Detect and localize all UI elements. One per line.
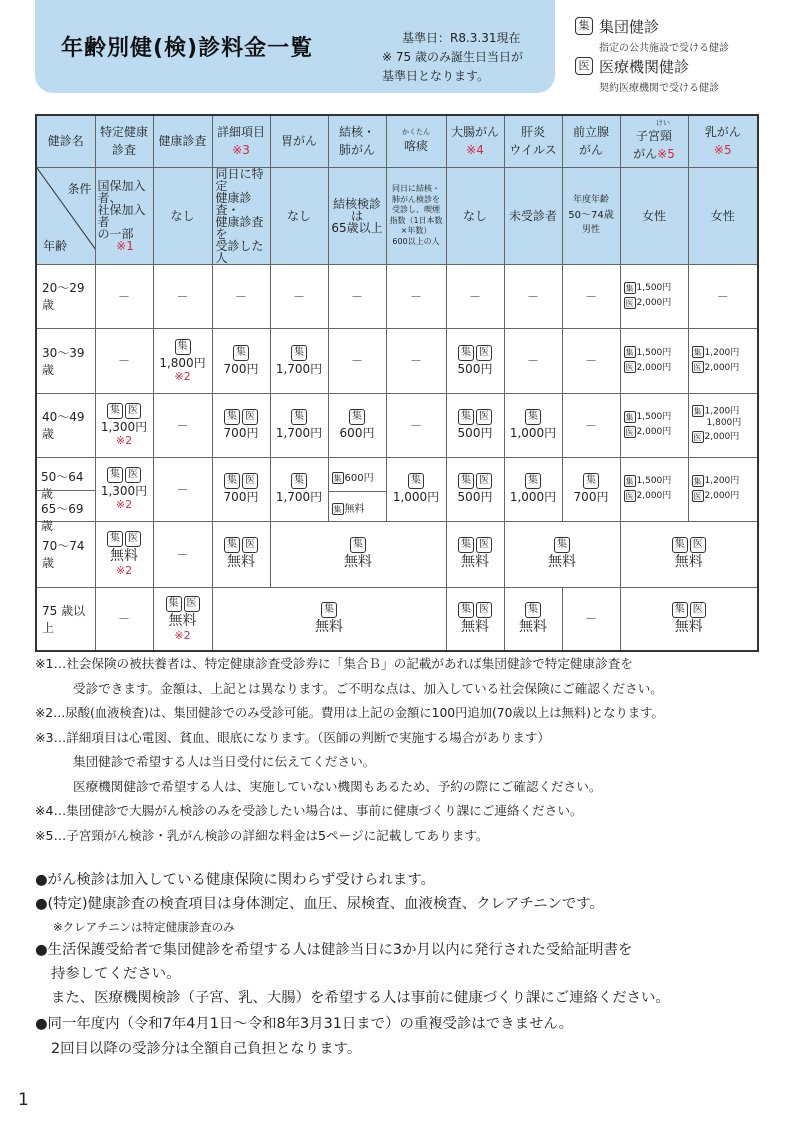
group-badge-icon: 集 <box>224 473 240 489</box>
condition-row <box>36 167 758 264</box>
bullet-1: ●がん検診は加入している健康保険に関わらず受けられます。 <box>35 872 435 888</box>
clinic-badge-icon: 医 <box>625 491 634 501</box>
col-name: 健診名 <box>36 115 95 167</box>
bullet-2: ●(特定)健康診査の検査項目は身体測定、血圧、尿検査、血液検査、クレアチニンです。 <box>35 896 604 912</box>
group-badge-icon: 集 <box>458 602 474 618</box>
group-badge-icon: 集 <box>693 476 702 486</box>
cell-kenko-30: 集 1,800円 ※2 <box>153 328 212 393</box>
cell-dash: － <box>153 457 212 521</box>
header-row <box>36 115 758 167</box>
cell-kanen-40: 集 1,000円 <box>504 393 562 457</box>
col-kenko: 健康診査 <box>153 115 212 167</box>
group-badge-icon: 集 <box>458 345 474 361</box>
cell-shikyukei-20: 集 1,500円 医 2,000円 <box>620 264 688 328</box>
group-badge-icon: 集 <box>291 473 307 489</box>
legend-clinic-label: 医療機関健診 <box>599 58 690 76</box>
cond-zenritsusen: 年度年齢 50～74歳 男性 <box>562 167 620 264</box>
clinic-badge-icon: 医 <box>125 467 141 483</box>
cond-shikyukei: 女性 <box>620 167 688 264</box>
cell-kanen-75: 集 無料 <box>504 587 562 651</box>
group-badge-icon: 集 <box>321 602 337 618</box>
legend <box>575 14 790 94</box>
cell-kanen-50: 集 1,000円 <box>504 457 562 521</box>
group-badge-icon: 集 <box>554 537 570 553</box>
clinic-badge-icon: 医 <box>476 473 492 489</box>
group-badge-icon: 集 <box>107 403 123 419</box>
clinic-badge-icon: 医 <box>476 602 492 618</box>
page-number: 1 <box>18 1090 29 1110</box>
cell-kenko-75: 集 医 無料 ※2 <box>153 587 212 651</box>
clinic-badge-icon: 医 <box>242 409 258 425</box>
col-nyugan: 乳がん ※5 <box>688 115 758 167</box>
cell-tokutei-50: 集 医 1,300円 ※2 <box>95 457 153 521</box>
age-divider <box>37 490 95 491</box>
group-badge-icon: 集 <box>625 283 634 293</box>
age-65-69: 65～69 歳 <box>41 501 84 533</box>
legend-group-label: 集団健診 <box>599 18 660 36</box>
group-badge-icon: 集 <box>625 412 634 422</box>
group-badge-icon: 集 <box>166 596 182 612</box>
cell-dash: － <box>562 328 620 393</box>
bullet-3-cont-1: 持参してください。 <box>51 966 181 982</box>
cell-igan-40: 集 1,700円 <box>270 393 328 457</box>
cell-shosai-50: 集 医 700円 <box>212 457 270 521</box>
cond-kenko: なし <box>153 167 212 264</box>
group-badge-icon: 集 <box>575 17 593 35</box>
cell-shosai-70: 集 医 無料 <box>212 521 270 587</box>
group-badge-icon: 集 <box>333 473 342 483</box>
col-kakutan: かくたん 喀痰 <box>386 115 446 167</box>
cell-shosai-kakutan-75: 集 無料 <box>212 587 446 651</box>
group-badge-icon: 集 <box>525 602 541 618</box>
fee-table-wrap <box>35 114 757 642</box>
age-50-64: 50～64 歳 <box>41 469 84 501</box>
clinic-badge-icon: 医 <box>625 298 634 308</box>
cond-kakutan: 同日に結核・ 肺がん検診を 受診し、喫煙 指数（1日本数 ×年数） 600以上の人 <box>386 167 446 264</box>
age-30-39: 30～39 歳 <box>36 328 95 393</box>
legend-group <box>575 14 790 54</box>
col-igan: 胃がん <box>270 115 328 167</box>
group-badge-icon: 集 <box>458 473 474 489</box>
legend-group-sub: 指定の公共施設で受ける健診 <box>599 43 729 54</box>
bullet-4-cont: 2回目以降の受診分は全額自己負担となります。 <box>51 1041 362 1057</box>
group-badge-icon: 集 <box>458 537 474 553</box>
cell-dash: － <box>153 393 212 457</box>
table-row <box>36 457 758 521</box>
cell-dash: － <box>446 264 504 328</box>
table-row <box>36 393 758 457</box>
bullet-4: ●同一年度内（令和7年4月1日～令和8年3月31日まで）の重複受診はできません。 <box>35 1016 574 1032</box>
group-badge-icon: 集 <box>175 339 191 355</box>
cell-nyugan-40: 集 1,200円 1,800円 医 2,000円 <box>688 393 758 457</box>
age-70-74: 70～74 歳 <box>36 521 95 587</box>
age-75-plus: 75 歳以上 <box>36 587 95 651</box>
cell-dash: － <box>562 587 620 651</box>
cell-daicho-50: 集 医 500円 <box>446 457 504 521</box>
cell-shikyukei-30: 集 1,500円 医 2,000円 <box>620 328 688 393</box>
cell-divider <box>329 491 386 492</box>
cell-daicho-75: 集 医 無料 <box>446 587 504 651</box>
cell-nyugan-30: 集 1,200円 医 2,000円 <box>688 328 758 393</box>
cell-dash: － <box>386 393 446 457</box>
clinic-badge-icon: 医 <box>125 403 141 419</box>
col-daicho: 大腸がん ※4 <box>446 115 504 167</box>
cond-kanen: 未受診者 <box>504 167 562 264</box>
table-row <box>36 587 758 651</box>
clinic-badge-icon: 医 <box>625 427 634 437</box>
group-badge-icon: 集 <box>625 348 634 357</box>
cell-shosai-40: 集 医 700円 <box>212 393 270 457</box>
cell-kekkaku-50: 集 600円 集 無料 <box>328 457 386 521</box>
cell-igan-kakutan-70: 集 無料 <box>270 521 446 587</box>
group-badge-icon: 集 <box>525 409 541 425</box>
cond-kekkaku: 結核検診は 65歳以上 <box>328 167 386 264</box>
bullet-2-sub: ※クレアチニンは特定健康診査のみ <box>53 920 235 934</box>
cell-dash: － <box>153 264 212 328</box>
cell-shikyukei-nyugan-75: 集 医 無料 <box>620 587 758 651</box>
note-4: ※4…集団健診で大腸がん検診のみを受診したい場合は、事前に健康づくり課にご連絡ください。 <box>35 803 583 818</box>
cell-daicho-30: 集 医 500円 <box>446 328 504 393</box>
cell-shikyukei-50: 集 1,500円 医 2,000円 <box>620 457 688 521</box>
clinic-badge-icon: 医 <box>693 432 702 442</box>
note-3-cont-2: 医療機関健診で希望する人は、実施していない機関もあるため、予約の際にご確認ください。 <box>73 778 602 794</box>
cell-dash: － <box>386 264 446 328</box>
clinic-badge-icon: 医 <box>575 57 593 75</box>
cell-dash: － <box>688 264 758 328</box>
group-badge-icon: 集 <box>693 406 702 416</box>
group-badge-icon: 集 <box>525 473 541 489</box>
group-badge-icon: 集 <box>583 473 599 489</box>
footnotes <box>35 652 780 848</box>
col-zenritsusen: 前立腺 がん <box>562 115 620 167</box>
note-1: ※1…社会保険の被扶養者は、特定健康診査受診券に「集合Ｂ」の記載があれば集団健診で特定健康診査を <box>35 656 633 671</box>
group-badge-icon: 集 <box>291 345 307 361</box>
col-kekkaku: 結核・ 肺がん <box>328 115 386 167</box>
group-badge-icon: 集 <box>224 537 240 553</box>
cond-shosai: 同日に特定 健康診査・ 健康診査を 受診した人 <box>212 167 270 264</box>
clinic-badge-icon: 医 <box>476 345 492 361</box>
cell-dash: － <box>562 393 620 457</box>
clinic-badge-icon: 医 <box>690 537 706 553</box>
bullet-3: ●生活保護受給者で集団健診を希望する人は健診当日に3か月以内に発行された受給証明書を <box>35 942 633 958</box>
cell-dash: － <box>504 264 562 328</box>
cond-nyugan: 女性 <box>688 167 758 264</box>
group-badge-icon: 集 <box>333 504 342 514</box>
col-shikyukei: けい 子宮頸 がん※5 <box>620 115 688 167</box>
cell-dash: － <box>328 328 386 393</box>
cell-dash: － <box>153 521 212 587</box>
note-3: ※3…詳細項目は心電図、貧血、眼底になります。（医師の判断で実施する場合があります） <box>35 729 551 745</box>
page-title: 年齢別健(検)診料金一覧 <box>61 36 314 61</box>
age-40-49: 40～49 歳 <box>36 393 95 457</box>
group-badge-icon: 集 <box>233 345 249 361</box>
clinic-badge-icon: 医 <box>476 537 492 553</box>
cell-dash: － <box>562 264 620 328</box>
col-tokutei: 特定健康 診査 <box>95 115 153 167</box>
condition-age-corner: 条件 年齢 <box>36 167 95 264</box>
group-badge-icon: 集 <box>672 602 688 618</box>
cond-tokutei: 国保加入者、 社保加入者 の一部 ※1 <box>95 167 153 264</box>
cell-shikyukei-40: 集 1,500円 医 2,000円 <box>620 393 688 457</box>
cell-dash: － <box>504 328 562 393</box>
note-5: ※5…子宮頸がん検診・乳がん検診の詳細な料金は5ページに記載してあります。 <box>35 827 489 843</box>
fee-table <box>35 114 759 652</box>
cell-shosai-30: 集 700円 <box>212 328 270 393</box>
cell-tokutei-70: 集 医 無料 ※2 <box>95 521 153 587</box>
cell-dash: － <box>95 328 153 393</box>
age-50-69 <box>36 457 95 533</box>
note-1-cont: 受診できます。金額は、上記とは異なります。ご不明な点は、加入している社会保険にご確認ください。 <box>73 680 663 696</box>
legend-clinic <box>575 54 790 94</box>
cell-nyugan-50: 集 1,200円 医 2,000円 <box>688 457 758 521</box>
col-kanen: 肝炎 ウイルス <box>504 115 562 167</box>
age-20-29: 20～29 歳 <box>36 264 95 328</box>
cell-daicho-40: 集 医 500円 <box>446 393 504 457</box>
table-row <box>36 328 758 393</box>
cell-zenritsusen-50: 集 700円 <box>562 457 620 521</box>
cell-tokutei-40: 集 医 1,300円 ※2 <box>95 393 153 457</box>
cell-dash: － <box>95 587 153 651</box>
clinic-badge-icon: 医 <box>693 363 702 372</box>
group-badge-icon: 集 <box>408 473 424 489</box>
base-date: 基準日：R8.3.31現在 <box>402 31 521 45</box>
legend-clinic-sub: 契約医療機関で受ける健診 <box>599 83 719 94</box>
note-3-cont-1: 集団健診で希望する人は当日受付に伝えてください。 <box>73 754 376 769</box>
clinic-badge-icon: 医 <box>476 409 492 425</box>
note-2: ※2…尿酸(血液検査)は、集団健診でのみ受診可能。費用は上記の金額に100円追加(70歳以上は無料)となります。 <box>35 706 664 720</box>
group-badge-icon: 集 <box>291 409 307 425</box>
cell-kekkaku-40: 集 600円 <box>328 393 386 457</box>
clinic-badge-icon: 医 <box>184 596 200 612</box>
group-badge-icon: 集 <box>107 531 123 547</box>
clinic-badge-icon: 医 <box>242 537 258 553</box>
bullet-3-cont-2: また、医療機関検診（子宮、乳、大腸）を希望する人は事前に健康づくり課にご連絡ください。 <box>51 990 670 1006</box>
cell-dash: － <box>212 264 270 328</box>
group-badge-icon: 集 <box>349 409 365 425</box>
group-badge-icon: 集 <box>107 467 123 483</box>
clinic-badge-icon: 医 <box>690 602 706 618</box>
cell-igan-50: 集 1,700円 <box>270 457 328 521</box>
clinic-badge-icon: 医 <box>242 473 258 489</box>
group-badge-icon: 集 <box>693 348 702 357</box>
base-note-1: ※ 75 歳のみ誕生日当日が <box>382 50 523 64</box>
group-badge-icon: 集 <box>224 409 240 425</box>
group-badge-icon: 集 <box>672 537 688 553</box>
group-badge-icon: 集 <box>350 537 366 553</box>
cell-dash: － <box>270 264 328 328</box>
clinic-badge-icon: 医 <box>125 531 141 547</box>
group-badge-icon: 集 <box>458 409 474 425</box>
cell-kanen-zenritsusen-70: 集 無料 <box>504 521 620 587</box>
cell-shikyukei-nyugan-70: 集 医 無料 <box>620 521 758 587</box>
cond-daicho: なし <box>446 167 504 264</box>
clinic-badge-icon: 医 <box>625 363 634 372</box>
cell-dash: － <box>328 264 386 328</box>
col-shosai: 詳細項目 ※3 <box>212 115 270 167</box>
title-box <box>35 0 555 93</box>
cell-kakutan-50: 集 1,000円 <box>386 457 446 521</box>
cell-daicho-70: 集 医 無料 <box>446 521 504 587</box>
base-note-2: 基準日となります。 <box>382 69 490 83</box>
table-row <box>36 264 758 328</box>
cell-dash: － <box>95 264 153 328</box>
table-row <box>36 521 758 587</box>
group-badge-icon: 集 <box>625 476 634 486</box>
base-date-block <box>382 29 550 86</box>
clinic-badge-icon: 医 <box>693 491 702 501</box>
cond-igan: なし <box>270 167 328 264</box>
cell-igan-30: 集 1,700円 <box>270 328 328 393</box>
cell-dash: － <box>386 328 446 393</box>
